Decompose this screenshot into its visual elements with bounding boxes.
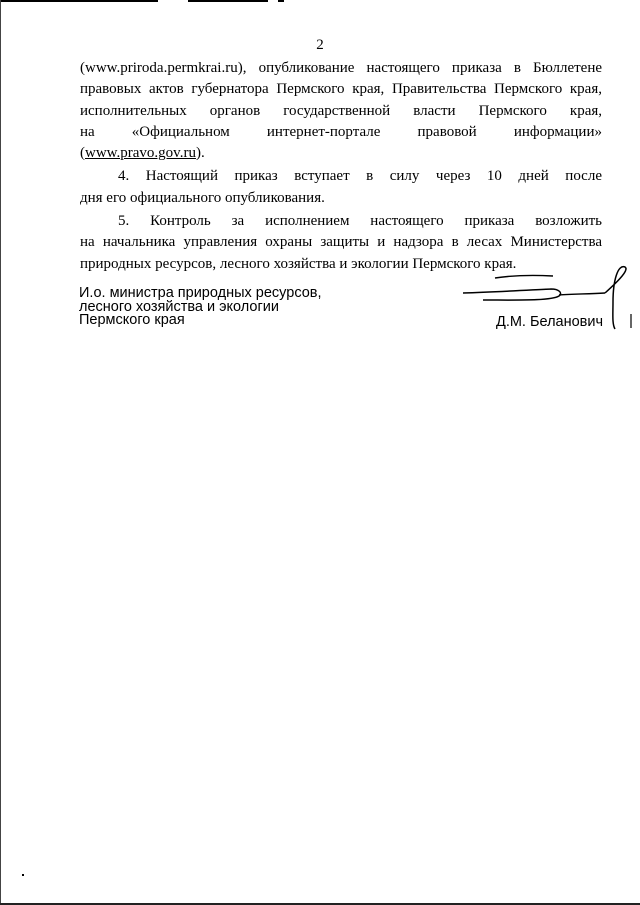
signatory-title-line-2: лесного хозяйства и экологии	[79, 298, 279, 315]
paragraph-3-line-1: (www.priroda.permkrai.ru), опубликование настоящего приказа в Бюллетене	[80, 60, 603, 76]
paragraph-3-line-3: исполнительных органов государственной власти Пермского края,	[80, 102, 602, 119]
signatory-title-line-1: И.о. министра природных ресурсов,	[79, 285, 322, 301]
paragraph-3-line-5: (www.pravo.gov.ru).	[80, 145, 205, 162]
signatory-name: Д.М. Беланович	[496, 314, 604, 330]
site-link-text: (www.priroda.permkrai.ru),	[80, 60, 247, 76]
signatory-title-line-3: Пермского края	[79, 312, 185, 328]
scan-dot	[22, 874, 24, 876]
paragraph-5-line-3: природных ресурсов, лесного хозяйства и экологии Пермского края.	[80, 255, 517, 272]
document-body	[80, 58, 602, 275]
scan-top-marks	[0, 0, 640, 4]
paragraph-4-line-2: дня его официального опубликования.	[80, 189, 325, 206]
paragraph-5-line-1: 5. Контроль за исполнением настоящего приказа возложить	[118, 213, 602, 230]
paragraph-5-line-2: на начальника управления охраны защиты и надзора в лесах Министерства	[80, 234, 602, 251]
paragraph-3-line-2: правовых актов губернатора Пермского края, Правительства Пермского края,	[80, 81, 602, 98]
paragraph-3-line-4: на «Официальном интернет-портале правовой информации»	[80, 123, 602, 140]
paragraph-4-line-1: 4. Настоящий приказ вступает в силу через 10 дней после	[118, 168, 602, 185]
signatory-title	[79, 287, 322, 328]
pravo-link[interactable]: www.pravo.gov.ru	[85, 145, 196, 162]
page-number: 2	[316, 37, 324, 53]
scan-left-edge	[0, 0, 1, 905]
